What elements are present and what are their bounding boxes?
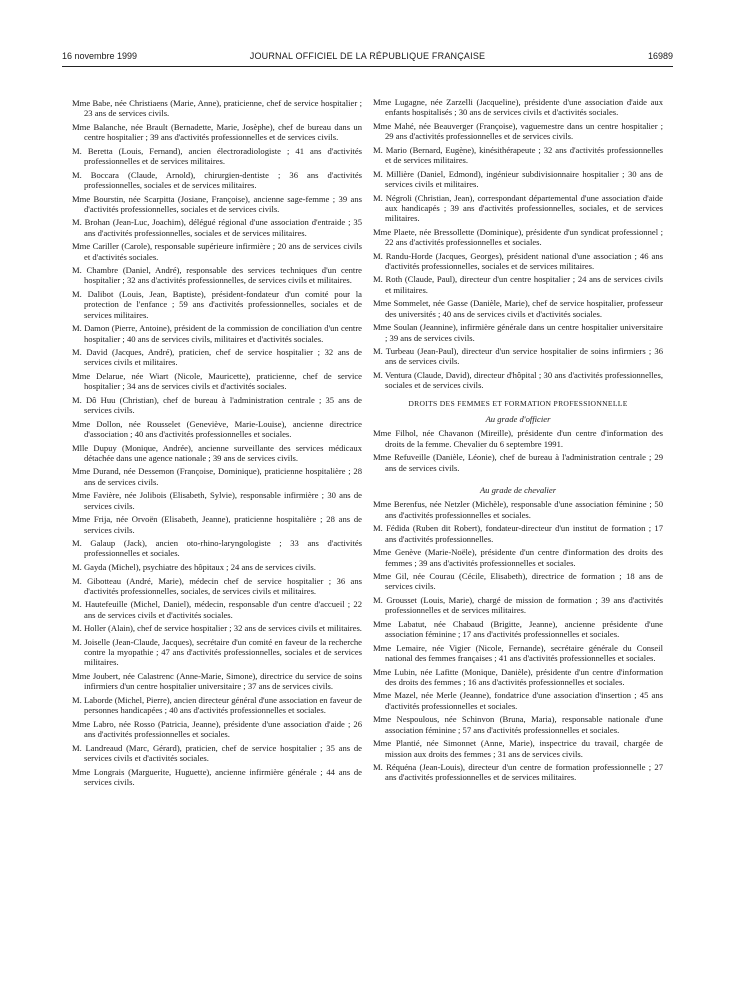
honoree-entry: M. Randu-Horde (Jacques, Georges), président national d'une association ; 46 ans d'activités professionnelles, sociales et de services militaires. xyxy=(373,250,663,271)
honoree-entry: M. Laborde (Michel, Pierre), ancien directeur général d'une association en faveur de personnes handicapées ; 40 ans d'activités professionnelles et sociales. xyxy=(72,694,362,716)
honoree-entry: M. Ventura (Claude, David), directeur d'hôpital ; 30 ans d'activités professionnelles, sociales et de services civils. xyxy=(373,369,663,391)
honoree-entry: Mme Frija, née Orvoën (Elisabeth, Jeanne), praticienne hospitalière ; 28 ans de services civils. xyxy=(72,514,362,535)
honoree-entry: Mme Lemaire, née Vigier (Nicole, Fernande), secrétaire générale du Conseil national des femmes françaises ; 41 ans d'activités professionnelles et sociales. xyxy=(373,642,663,664)
honoree-entry: M. Chambre (Daniel, André), responsable des services techniques d'un centre hospitalier ; 32 ans d'activités professionnelles, de services civils et militaires. xyxy=(72,265,362,286)
honoree-entry: M. Hautefeuille (Michel, Daniel), médecin, responsable d'un centre d'accueil ; 22 ans de services civils et d'activités sociales. xyxy=(72,599,362,620)
honoree-entry: Mme Bourstin, née Scarpitta (Josiane, Françoise), ancienne sage-femme ; 39 ans d'activités professionnelles, sociales et de services civils. xyxy=(72,193,362,214)
honoree-entry: M. Fédida (Ruben dit Robert), fondateur-directeur d'un institut de formation ; 17 ans d'activités professionnelles. xyxy=(373,523,663,544)
honoree-entry: Mme Soulan (Jeannine), infirmière générale dans un centre hospitalier universitaire ; 39 ans de services civils. xyxy=(373,322,663,343)
honoree-entry: Mme Favière, née Jolibois (Elisabeth, Sylvie), responsable infirmière ; 30 ans de services civils. xyxy=(72,490,362,511)
spacer xyxy=(373,476,663,480)
honoree-entry: Mme Sommelet, née Gasse (Danièle, Marie), chef de service hospitalier, professeur des universités ; 40 ans de services civils et d'activités sociales. xyxy=(373,298,663,319)
honoree-entry: M. Roth (Claude, Paul), directeur d'un centre hospitalier ; 24 ans de services civils et militaires. xyxy=(373,274,663,295)
page-number: 16989 xyxy=(647,51,673,61)
header-rule xyxy=(62,66,673,67)
chevalier-entries xyxy=(373,499,663,782)
honoree-entry: Mme Gil, née Courau (Cécile, Elisabeth), directrice de formation ; 18 ans de services civils. xyxy=(373,571,663,592)
honoree-entry: Mme Filhol, née Chavanon (Mireille), présidente d'un centre d'information des droits de la femme. Chevalier du 6 septembre 1991. xyxy=(373,428,663,449)
honoree-entry: M. Beretta (Louis, Fernand), ancien électroradiologiste ; 41 ans d'activités professionnelles et de services militaires. xyxy=(72,145,362,167)
honoree-entry: M. Damon (Pierre, Antoine), président de la commission de conciliation d'un centre hospitalier ; 40 ans de services civils, militaires et d'activités sociales. xyxy=(72,323,362,344)
honoree-entry: Mme Refuveille (Danièle, Léonie), chef de bureau à l'administration centrale ; 29 ans de services civils. xyxy=(373,452,663,473)
honoree-entry: Mme Genève (Marie-Noële), présidente d'un centre d'information des droits des femmes ; 39 ans d'activités professionnelles et sociales. xyxy=(373,547,663,568)
honoree-entry: Mme Babe, née Christiaens (Marie, Anne), praticienne, chef de service hospitalier ; 23 ans de services civils. xyxy=(72,98,362,119)
right-column xyxy=(373,97,663,786)
honoree-entry: Mlle Dupuy (Monique, Andrée), ancienne surveillante des services médicaux détachée dans une agence nationale ; 39 ans de services civils. xyxy=(72,442,362,463)
honoree-entry: Mme Mahé, née Beauverger (Françoise), vaguemestre dans un centre hospitalier ; 29 ans d'activités professionnelles et de services civils. xyxy=(373,120,663,142)
page-header xyxy=(62,51,673,65)
honoree-entry: M. David (Jacques, André), praticien, chef de service hospitalier ; 32 ans de services civils et militaires. xyxy=(72,347,362,368)
honoree-entry: M. Holler (Alain), chef de service hospitalier ; 32 ans de services civils et militaires. xyxy=(72,623,362,634)
honoree-entry: M. Dô Huu (Christian), chef de bureau à l'administration centrale ; 35 ans de services civils. xyxy=(72,394,362,416)
honoree-entry: M. Dalibot (Louis, Jean, Baptiste), président-fondateur d'un comité pour la protection de l'enfance ; 59 ans d'activités professionnelles, sociales et de services militaires. xyxy=(72,289,362,320)
honoree-entry: M. Boccara (Claude, Arnold), chirurgien-dentiste ; 36 ans d'activités professionnelles, sociales et de services militaires. xyxy=(72,169,362,190)
honoree-entry: Mme Durand, née Dessemon (Françoise, Dominique), praticienne hospitalière ; 28 ans de services civils. xyxy=(72,466,362,487)
honoree-entry: Mme Lubin, née Lafitte (Monique, Danièle), présidente d'un centre d'information des droits des femmes ; 16 ans d'activités professionnelles et sociales. xyxy=(373,666,663,687)
honoree-entry: M. Turbeau (Jean-Paul), directeur d'un service hospitalier de soins infirmiers ; 36 ans de services civils. xyxy=(373,346,663,367)
honoree-entry: M. Mario (Bernard, Eugène), kinésithérapeute ; 32 ans d'activités professionnelles et de services militaires. xyxy=(373,144,663,166)
honoree-entry: M. Grousset (Louis, Marie), chargé de mission de formation ; 39 ans d'activités professionnelles et de services militaires. xyxy=(373,594,663,616)
honoree-entry: Mme Longrais (Marguerite, Huguette), ancienne infirmière générale ; 44 ans de services civils. xyxy=(72,766,362,787)
grade-chevalier-heading: Au grade de chevalier xyxy=(479,485,557,496)
honoree-entry: Mme Plaete, née Bressollette (Dominique), présidente d'un syndicat professionnel ; 22 ans d'activités professionnelles et sociales. xyxy=(373,226,663,248)
honoree-entry: Mme Cariller (Carole), responsable supérieure infirmière ; 20 ans de services civils et d'activités sociales. xyxy=(72,241,362,262)
officier-entries xyxy=(373,428,663,473)
honoree-entry: Mme Dollon, née Rousselet (Geneviève, Marie-Louise), ancienne directrice d'association ; 40 ans d'activités professionnelles et sociales. xyxy=(72,418,362,440)
honoree-entry: M. Joiselle (Jean-Claude, Jacques), secrétaire d'un comité en faveur de la recherche contre la myopathie ; 47 ans d'activités professionnelles, sociales et de services militaires. xyxy=(72,636,362,668)
journal-title: JOURNAL OFFICIEL DE LA RÉPUBLIQUE FRANÇAISE xyxy=(249,51,486,61)
honoree-entry: Mme Mazel, née Merle (Jeanne), fondatrice d'une association d'insertion ; 45 ans d'activités professionnelles et sociales. xyxy=(373,690,663,711)
grade-officier-heading: Au grade d'officier xyxy=(485,414,551,424)
honoree-entry: Mme Lugagne, née Zarzelli (Jacqueline), présidente d'une association d'aide aux enfants hospitalisés ; 30 ans de services civils et d'activités sociales. xyxy=(373,97,663,118)
honoree-entry: M. Gibotteau (André, Marie), médecin chef de service hospitalier ; 36 ans d'activités professionnelles, sociales, de services civils et militaires. xyxy=(72,575,362,596)
honoree-entry: Mme Labro, née Rosso (Patricia, Jeanne), présidente d'une association d'aide ; 26 ans d'activités professionnelles et sociales. xyxy=(72,718,362,740)
honoree-entry: Mme Joubert, née Calastrenc (Anne-Marie, Simone), directrice du service de soins infirmiers d'un centre hospitalier universitaire ; 37 ans de services civils. xyxy=(72,671,362,692)
issue-date: 16 novembre 1999 xyxy=(62,51,138,61)
left-column xyxy=(72,98,362,790)
honoree-entry: Mme Nespoulous, née Schinvon (Bruna, Maria), responsable nationale d'une association féminine ; 57 ans d'activités professionnelles et sociales. xyxy=(373,714,663,735)
honoree-entry: M. Brohan (Jean-Luc, Joachim), délégué régional d'une association d'entraide ; 35 ans d'activités professionnelles, sociales et de services militaires. xyxy=(72,217,362,238)
honoree-entry: M. Landreaud (Marc, Gérard), praticien, chef de service hospitalier ; 35 ans de services civils et d'activités sociales. xyxy=(72,742,362,763)
right-entries xyxy=(373,97,663,391)
honoree-entry: M. Gayda (Michel), psychiatre des hôpitaux ; 24 ans de services civils. xyxy=(72,561,316,572)
honoree-entry: M. Galaup (Jack), ancien oto-rhino-laryngologiste ; 33 ans d'activités professionnelles et sociales. xyxy=(72,538,362,559)
honoree-entry: M. Négroli (Christian, Jean), correspondant départemental d'une association d'aide aux handicapés ; 39 ans d'activités professionnelles, sociales, et de services militaires. xyxy=(373,192,663,224)
honoree-entry: M. Réquéna (Jean-Louis), directeur d'un centre de formation professionnelle ; 27 ans d'activités professionnelles et de services militaires. xyxy=(373,762,663,783)
section-heading: DROITS DES FEMMES ET FORMATION PROFESSIONNELLE xyxy=(408,398,628,408)
honoree-entry: Mme Plantié, née Simonnet (Anne, Marie), inspectrice du travail, chargée de mission aux droits des femmes ; 31 ans de services civils. xyxy=(373,738,663,759)
honoree-entry: M. Millière (Daniel, Edmond), ingénieur subdivisionnaire hospitalier ; 30 ans de services civils et militaires. xyxy=(373,168,663,189)
honoree-entry: Mme Delarue, née Wiart (Nicole, Mauricette), praticienne, chef de service hospitalier ; 34 ans de services civils et d'activités sociales. xyxy=(72,370,362,392)
honoree-entry: Mme Berenfus, née Netzler (Michèle), responsable d'une association féminine ; 50 ans d'activités professionnelles et sociales. xyxy=(373,499,663,520)
honoree-entry: Mme Balanche, née Brault (Bernadette, Marie, Josèphe), chef de bureau dans un centre hospitalier ; 39 ans d'activités professionnelles et de services civils. xyxy=(72,121,362,143)
honoree-entry: Mme Labatut, née Chabaud (Brigitte, Jeanne), ancienne présidente d'une association féminine ; 17 ans d'activités professionnelles et sociales. xyxy=(373,618,663,640)
